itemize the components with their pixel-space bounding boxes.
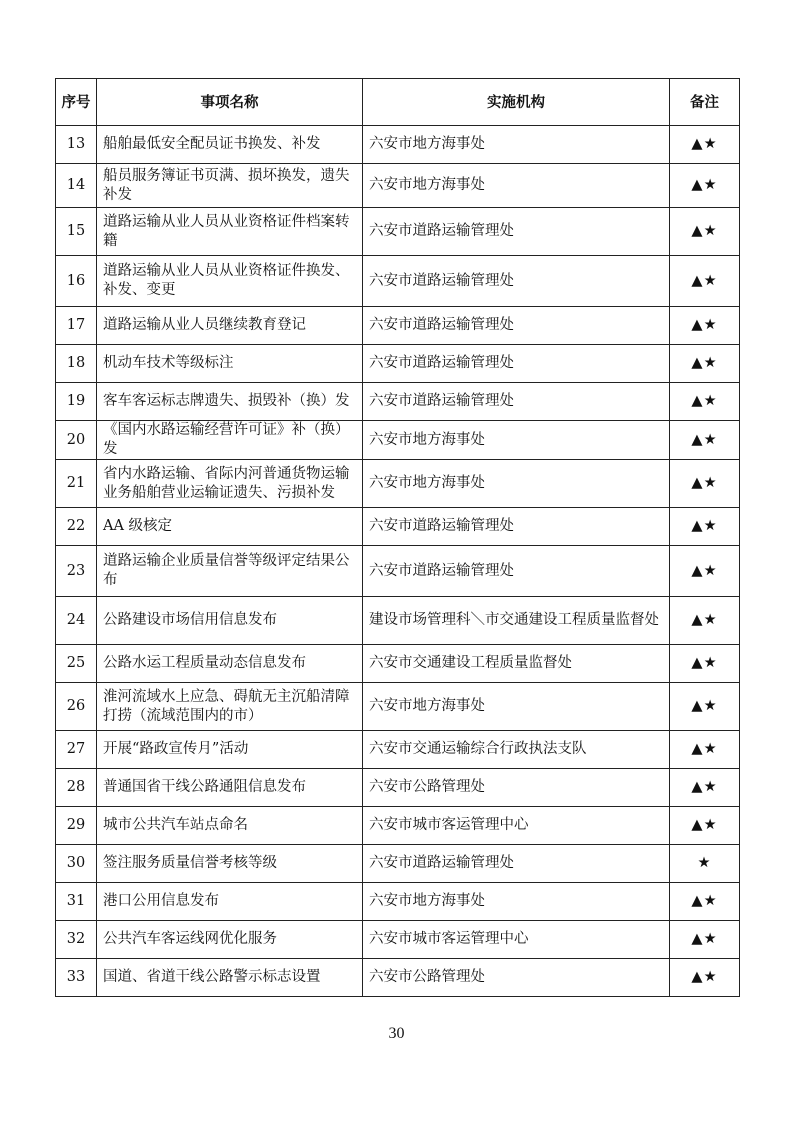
- row-org: 六安市城市客运管理中心: [363, 807, 670, 845]
- row-no: 29: [56, 807, 97, 845]
- row-name: 公共汽车客运线网优化服务: [97, 921, 363, 959]
- row-org: 六安市道路运输管理处: [363, 345, 670, 383]
- row-no: 20: [56, 421, 97, 460]
- row-org: 六安市道路运输管理处: [363, 256, 670, 307]
- items-table: [55, 78, 740, 997]
- table-row: [56, 345, 740, 383]
- row-no: 16: [56, 256, 97, 307]
- row-mark: ▲★: [670, 546, 740, 597]
- row-name: 船员服务簿证书页满、损坏换发，遗失补发: [97, 164, 363, 208]
- row-name: 道路运输企业质量信誉等级评定结果公布: [97, 546, 363, 597]
- table-row: [56, 460, 740, 508]
- row-mark: ▲★: [670, 645, 740, 683]
- table-row: [56, 807, 740, 845]
- row-name: 普通国省干线公路通阻信息发布: [97, 769, 363, 807]
- row-org: 六安市道路运输管理处: [363, 383, 670, 421]
- row-no: 26: [56, 683, 97, 731]
- page-number: 30: [388, 1025, 405, 1042]
- row-org: 六安市交通运输综合行政执法支队: [363, 731, 670, 769]
- row-name: 公路建设市场信用信息发布: [97, 597, 363, 645]
- row-name: 公路水运工程质量动态信息发布: [97, 645, 363, 683]
- row-name: 开展“路政宣传月”活动: [97, 731, 363, 769]
- table-row: [56, 645, 740, 683]
- row-no: 22: [56, 508, 97, 546]
- table-row: [56, 307, 740, 345]
- row-mark: ▲★: [670, 307, 740, 345]
- row-name: 省内水路运输、省际内河普通货物运输业务船舶营业运输证遗失、污损补发: [97, 460, 363, 508]
- table-row: [56, 683, 740, 731]
- table-row: [56, 508, 740, 546]
- table-row: [56, 845, 740, 883]
- row-mark: ★: [670, 845, 740, 883]
- row-org: 六安市地方海事处: [363, 460, 670, 508]
- header-org: 实施机构: [363, 79, 670, 126]
- row-no: 28: [56, 769, 97, 807]
- row-mark: ▲★: [670, 345, 740, 383]
- row-mark: ▲★: [670, 208, 740, 256]
- row-no: 14: [56, 164, 97, 208]
- row-no: 15: [56, 208, 97, 256]
- table-row: [56, 959, 740, 997]
- row-org: 六安市地方海事处: [363, 126, 670, 164]
- row-no: 32: [56, 921, 97, 959]
- row-name: 机动车技术等级标注: [97, 345, 363, 383]
- row-org: 六安市道路运输管理处: [363, 208, 670, 256]
- table-row: [56, 164, 740, 208]
- row-no: 21: [56, 460, 97, 508]
- row-mark: ▲★: [670, 421, 740, 460]
- table-row: [56, 256, 740, 307]
- row-mark: ▲★: [670, 883, 740, 921]
- row-org: 六安市道路运输管理处: [363, 845, 670, 883]
- row-mark: ▲★: [670, 383, 740, 421]
- row-org: 六安市地方海事处: [363, 421, 670, 460]
- row-mark: ▲★: [670, 508, 740, 546]
- row-org: 六安市公路管理处: [363, 959, 670, 997]
- table-row: [56, 769, 740, 807]
- table-row: [56, 383, 740, 421]
- header-no: 序号: [56, 79, 97, 126]
- row-mark: ▲★: [670, 256, 740, 307]
- row-name: 船舶最低安全配员证书换发、补发: [97, 126, 363, 164]
- row-org: 六安市道路运输管理处: [363, 546, 670, 597]
- row-org: 六安市地方海事处: [363, 883, 670, 921]
- row-no: 33: [56, 959, 97, 997]
- row-mark: ▲★: [670, 126, 740, 164]
- row-name: 道路运输从业人员从业资格证件换发、补发、变更: [97, 256, 363, 307]
- row-no: 24: [56, 597, 97, 645]
- row-mark: ▲★: [670, 959, 740, 997]
- row-org: 六安市地方海事处: [363, 683, 670, 731]
- row-mark: ▲★: [670, 683, 740, 731]
- row-no: 19: [56, 383, 97, 421]
- row-name: AA 级核定: [97, 508, 363, 546]
- row-no: 30: [56, 845, 97, 883]
- row-name: 签注服务质量信誉考核等级: [97, 845, 363, 883]
- row-mark: ▲★: [670, 164, 740, 208]
- table-row: [56, 883, 740, 921]
- row-name: 客车客运标志牌遗失、损毁补（换）发: [97, 383, 363, 421]
- row-org: 六安市地方海事处: [363, 164, 670, 208]
- row-org: 六安市公路管理处: [363, 769, 670, 807]
- row-mark: ▲★: [670, 460, 740, 508]
- row-name: 淮河流域水上应急、碍航无主沉船清障打捞（流域范围内的市）: [97, 683, 363, 731]
- row-mark: ▲★: [670, 921, 740, 959]
- row-name: 道路运输从业人员继续教育登记: [97, 307, 363, 345]
- table-row: [56, 597, 740, 645]
- row-org: 六安市城市客运管理中心: [363, 921, 670, 959]
- table-row: [56, 126, 740, 164]
- row-mark: ▲★: [670, 769, 740, 807]
- row-name: 国道、省道干线公路警示标志设置: [97, 959, 363, 997]
- row-name: 道路运输从业人员从业资格证件档案转籍: [97, 208, 363, 256]
- row-name: 《国内水路运输经营许可证》补（换）发: [97, 421, 363, 460]
- row-mark: ▲★: [670, 731, 740, 769]
- row-no: 23: [56, 546, 97, 597]
- header-name: 事项名称: [97, 79, 363, 126]
- row-no: 17: [56, 307, 97, 345]
- row-mark: ▲★: [670, 597, 740, 645]
- row-no: 18: [56, 345, 97, 383]
- table-row: [56, 921, 740, 959]
- header-remark: 备注: [670, 79, 740, 126]
- table-row: [56, 421, 740, 460]
- row-name: 城市公共汽车站点命名: [97, 807, 363, 845]
- row-no: 27: [56, 731, 97, 769]
- row-org: 六安市道路运输管理处: [363, 508, 670, 546]
- table-row: [56, 208, 740, 256]
- row-mark: ▲★: [670, 807, 740, 845]
- table-row: [56, 546, 740, 597]
- row-org: 建设市场管理科＼市交通建设工程质量监督处: [363, 597, 670, 645]
- row-org: 六安市交通建设工程质量监督处: [363, 645, 670, 683]
- table-header-row: [56, 79, 740, 126]
- row-org: 六安市道路运输管理处: [363, 307, 670, 345]
- row-no: 13: [56, 126, 97, 164]
- table-row: [56, 731, 740, 769]
- row-name: 港口公用信息发布: [97, 883, 363, 921]
- row-no: 25: [56, 645, 97, 683]
- row-no: 31: [56, 883, 97, 921]
